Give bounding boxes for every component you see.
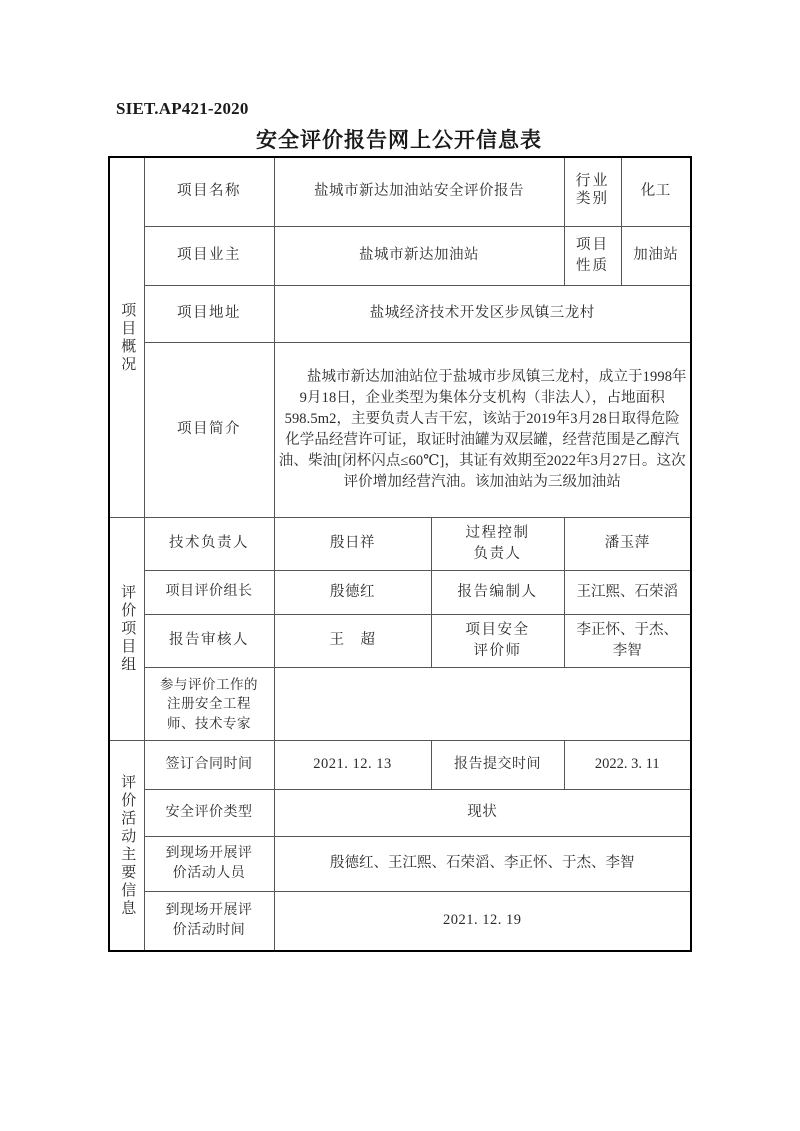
public-information-table — [108, 156, 692, 952]
label-project-name: 项目名称 — [144, 157, 274, 227]
value-technical-lead: 殷日祥 — [274, 518, 431, 571]
value-industry-category: 化工 — [621, 157, 691, 227]
table-row-onsite-personnel — [109, 837, 691, 892]
reviewer-surname: 王 — [329, 632, 345, 649]
value-onsite-date: 2021. 12. 19 — [274, 892, 691, 952]
label-safety-assessors: 项目安全 评价师 — [431, 615, 564, 668]
side-label-overview: 项目概况 — [109, 157, 144, 518]
label-onsite-date: 到现场开展评 价活动时间 — [144, 892, 274, 952]
label-registered-engineers: 参与评价工作的 注册安全工程 师、技术专家 — [144, 668, 274, 741]
label-project-address: 项目地址 — [144, 286, 274, 343]
value-project-owner: 盐城市新达加油站 — [274, 227, 564, 286]
label-group-leader: 项目评价组长 — [144, 571, 274, 615]
value-group-leader: 殷德红 — [274, 571, 431, 615]
value-report-author: 王江熙、石荣滔 — [564, 571, 691, 615]
table-row-project-brief — [109, 343, 691, 518]
table-row-technical-lead — [109, 518, 691, 571]
side-label-activity: 评价活动主要信息 — [109, 741, 144, 952]
label-project-owner: 项目业主 — [144, 227, 274, 286]
label-assessment-type: 安全评价类型 — [144, 790, 274, 837]
table-row-onsite-date — [109, 892, 691, 952]
table-row-project-address — [109, 286, 691, 343]
label-report-author: 报告编制人 — [431, 571, 564, 615]
document-code: SIET.AP421-2020 — [116, 99, 249, 118]
value-report-reviewer — [274, 615, 431, 668]
label-report-submit-date: 报告提交时间 — [431, 741, 564, 790]
table-row-report-reviewer — [109, 615, 691, 668]
label-onsite-personnel: 到现场开展评 价活动人员 — [144, 837, 274, 892]
value-assessment-type: 现状 — [274, 790, 691, 837]
table-row-contract-date — [109, 741, 691, 790]
table-row-group-leader — [109, 571, 691, 615]
document-title: 安全评价报告网上公开信息表 — [256, 128, 542, 152]
value-report-submit-date: 2022. 3. 11 — [564, 741, 691, 790]
value-onsite-personnel: 殷德红、王江熙、石荣滔、李正怀、于杰、李智 — [274, 837, 691, 892]
label-report-reviewer: 报告审核人 — [144, 615, 274, 668]
value-registered-engineers — [274, 668, 691, 741]
label-contract-date: 签订合同时间 — [144, 741, 274, 790]
value-process-control-lead: 潘玉萍 — [564, 518, 691, 571]
value-safety-assessors: 李正怀、于杰、 李智 — [564, 615, 691, 668]
side-label-team: 评价项目组 — [109, 518, 144, 741]
value-project-name: 盐城市新达加油站安全评价报告 — [274, 157, 564, 227]
label-project-nature: 项目 性质 — [564, 227, 621, 286]
value-project-brief: 盐城市新达加油站位于盐城市步凤镇三龙村，成立于1998年9月18日，企业类型为集体分支机构（非法人），占地面积598.5m2，主要负责人吉干宏，该站于2019年3月28日取得危险化学品经营许可证，取证时油罐为双层罐，经营范围是乙醇汽油、柴油[闭杯闪点≤60℃]，其证有效期至2022年3月27日。这次评价增加经营汽油。该加油站为三级加油站 — [274, 343, 691, 518]
value-project-address: 盐城经济技术开发区步凤镇三龙村 — [274, 286, 691, 343]
table-row-registered-engineers — [109, 668, 691, 741]
label-process-control-lead: 过程控制 负责人 — [431, 518, 564, 571]
label-project-brief: 项目简介 — [144, 343, 274, 518]
reviewer-givenname: 超 — [360, 632, 376, 649]
table-row-project-owner — [109, 227, 691, 286]
value-contract-date: 2021. 12. 13 — [274, 741, 431, 790]
table-row-assessment-type — [109, 790, 691, 837]
value-project-nature: 加油站 — [621, 227, 691, 286]
table-row-project-name — [109, 157, 691, 227]
label-technical-lead: 技术负责人 — [144, 518, 274, 571]
label-industry-category: 行业 类别 — [564, 157, 621, 227]
